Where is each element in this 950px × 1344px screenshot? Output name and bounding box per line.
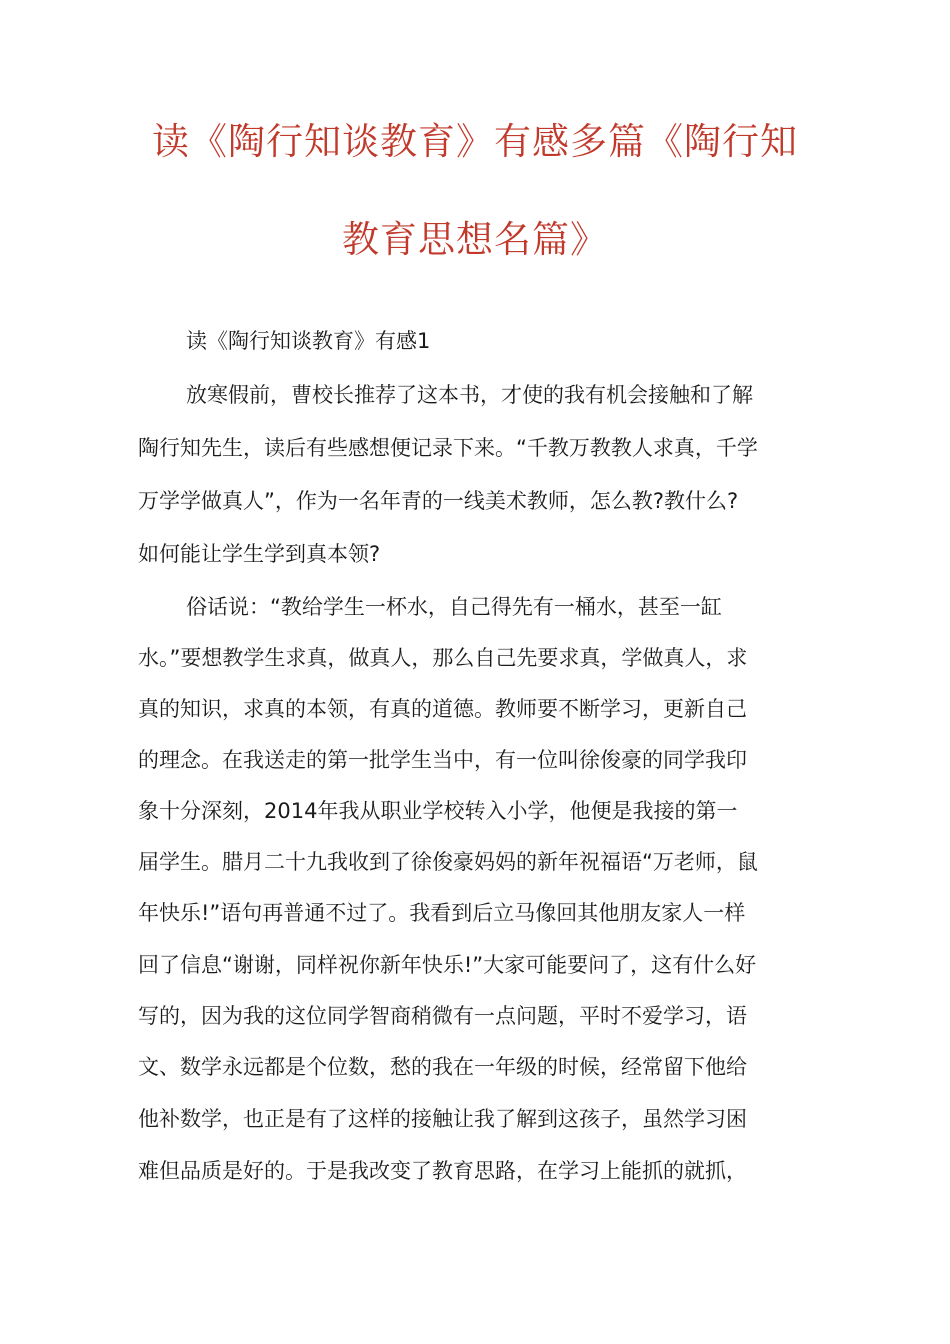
paragraph-2-line: 回了信息“谢谢，同样祝你新年快乐!”大家可能要问了，这有什么好 bbox=[138, 953, 757, 977]
paragraph-2-line: 真的知识，求真的本领，有真的道德。教师要不断学习，更新自己 bbox=[138, 697, 747, 721]
paragraph-1-line: 放寒假前，曹校长推荐了这本书，才使的我有机会接触和了解 bbox=[186, 383, 753, 407]
paragraph-2-line: 文、数学永远都是个位数，愁的我在一年级的时候，经常留下他给 bbox=[138, 1055, 747, 1079]
paragraph-2-line: 难但品质是好的。于是我改变了教育思路，在学习上能抓的就抓， bbox=[138, 1159, 747, 1183]
paragraph-2-line: 写的，因为我的这位同学智商稍微有一点问题，平时不爱学习，语 bbox=[138, 1004, 747, 1028]
paragraph-2-line: 象十分深刻，2014年我从职业学校转入小学，他便是我接的第一 bbox=[138, 799, 738, 823]
paragraph-2-line: 水。”要想教学生求真，做真人，那么自己先要求真，学做真人，求 bbox=[138, 646, 748, 670]
paragraph-2-line: 年快乐!”语句再普通不过了。我看到后立马像回其他朋友家人一样 bbox=[138, 901, 746, 925]
title-line-1: 读《陶行知谈教育》有感多篇《陶行知 bbox=[152, 120, 798, 163]
paragraph-1-line: 陶行知先生，读后有些感想便记录下来。“千教万教教人求真，千学 bbox=[138, 436, 758, 460]
title-line-2: 教育思想名篇》 bbox=[342, 218, 608, 261]
paragraph-2-line: 的理念。在我送走的第一批学生当中，有一位叫徐俊豪的同学我印 bbox=[138, 748, 747, 772]
paragraph-1-line: 万学学做真人”，作为一名年青的一线美术教师，怎么教?教什么? bbox=[138, 489, 739, 513]
paragraph-1-line: 如何能让学生学到真本领? bbox=[138, 542, 381, 566]
paragraph-2-line: 届学生。腊月二十九我收到了徐俊豪妈妈的新年祝福语“万老师，鼠 bbox=[138, 850, 758, 874]
paragraph-2-line: 俗话说：“教给学生一杯水，自己得先有一桶水，甚至一缸 bbox=[186, 595, 722, 619]
paragraph-2-line: 他补数学，也正是有了这样的接触让我了解到这孩子，虽然学习困 bbox=[138, 1107, 747, 1131]
section-heading: 读《陶行知谈教育》有感1 bbox=[186, 329, 431, 353]
